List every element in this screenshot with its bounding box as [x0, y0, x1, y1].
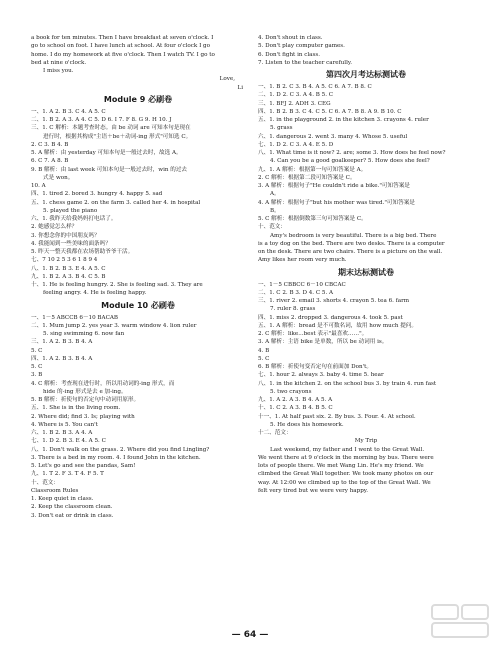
left-answer-line: 5. C	[31, 347, 43, 354]
right-answer-line: 七、1. hour 2. always 3. baby 4. time 5. hear	[258, 372, 384, 379]
right-answer-line: 2. C 解析：根据第二段可知答案是 C。	[258, 174, 356, 181]
left-answer-line: 五、1. She is in the living room.	[31, 405, 121, 412]
left-answer-line: 十、1. He is feeling hungry. 2. She is feeling sad. 3. They are	[31, 282, 203, 288]
right-answer-line: 4. Can you be a good goalkeeper? 5. How does she feel?	[270, 158, 430, 165]
right-answer-line: 5. two crayons	[270, 388, 312, 395]
left-answer-line: 5. B 解析：祈使句的否定句中动词用原形。	[31, 397, 140, 403]
left-answer-line: 五、1. chess game 2. on the farm 3. called her 4. in hospital	[31, 199, 201, 206]
right-answer-line: 4. B	[258, 347, 270, 354]
right-answer-line: 五、1. A 解析：bread 是不可数名词，故用 how much 提问。	[258, 322, 418, 329]
right-answer-line: 7. ruler 8. grass	[270, 306, 316, 313]
left-section-heading: Module 9 必刷卷	[103, 94, 173, 104]
right-answer-line: Last weekend, my father and I went to the Great Wall.	[270, 446, 425, 453]
right-answer-line: 三、1. river 2. email 3. shorts 4. crayon 5. tea 6. farm	[258, 298, 410, 304]
right-answer-line: 2. C 解析：like...best 表示"最喜欢……"。	[258, 331, 368, 337]
left-answer-line: 八、1. B 2. B 3. E 4. A 5. C	[31, 265, 106, 272]
left-answer-line: a book for ten minutes. Then I have breakfast at seven o'clock. I	[31, 35, 214, 41]
right-answer-line: 八、1. What time is it now? 2. are; some 3. How does he feel now?	[258, 150, 446, 156]
left-answer-line: 七、7 10 2 5 3 6 1 8 9 4	[31, 257, 98, 264]
right-answer-line: 7. Listen to the teacher carefully.	[258, 59, 353, 66]
letter-signature: Li	[237, 84, 243, 91]
right-answer-line: climbed the Great Wall together. We took many photos on our	[258, 471, 434, 478]
left-answer-line: Classroom Rules	[31, 487, 79, 494]
right-answer-line: 五、1. in the playground 2. in the kitchen 3. crayons 4. ruler	[258, 117, 429, 123]
left-answer-line: 3. Don't eat or drink in class.	[31, 512, 114, 519]
right-answer-line: 5. C 解析：根据倒数第三句可知答案是 C。	[258, 216, 367, 222]
left-answer-line: 十、范文：	[31, 479, 59, 486]
right-answer-line: 八、1. in the kitchen 2. on the school bus 3. by train 4. run fast	[258, 380, 437, 387]
right-answer-line: 十、1. C 2. A 3. B 4. B 5. C	[258, 405, 333, 412]
right-answer-line: 5. Don't play computer games.	[258, 43, 345, 50]
right-answer-line: on the desk. There are two chairs. There is a picture on the wall.	[258, 249, 443, 255]
left-answer-line: 四、1. tired 2. bored 3. hungry 4. happy 5. sad	[31, 191, 163, 198]
right-column	[258, 34, 474, 495]
left-answer-line: 5. C	[31, 364, 43, 370]
left-answer-line: 5. Let's go and see the pandas, Sam!	[31, 463, 136, 469]
right-answer-line: 四、1. B 2. B 3. C 4. C 5. C 6. A 7. B 8. A 9. B 10. C	[258, 108, 402, 115]
right-answer-line: 二、1. C 2. B 3. D 4. C 5. A	[258, 289, 334, 296]
watermark-logo-icon	[430, 601, 492, 641]
right-essay-title: My Trip	[354, 438, 378, 445]
right-answer-line: 九、1. A 2. A 3. B 4. A 5. A	[258, 397, 333, 403]
right-answer-line: We went there at 9 o'clock in the morning by bus. There were	[258, 454, 434, 461]
right-answer-line: 三、1. BFJ 2. ADH 3. CEG	[258, 100, 331, 107]
left-answer-line: bed at nine o'clock.	[31, 59, 87, 66]
left-answer-line: 六、1. B 2. B 3. A 4. A	[31, 430, 93, 436]
left-answer-line: I miss you.	[43, 68, 74, 74]
right-answer-line: 七、1. D 2. C 3. A 4. E 5. D	[258, 141, 334, 148]
right-section-heading: 第四次月考达标测试卷	[326, 70, 406, 79]
right-answer-line: 6. Don't fight in class.	[258, 51, 321, 58]
left-answer-line: feeling angry. 4. He is feeling happy.	[43, 290, 147, 297]
right-answer-line: 4. Don't shout in class.	[258, 35, 323, 41]
left-answer-line: 九、1. B 2. A 3. B 4. C 5. B	[31, 273, 106, 280]
left-answer-line: 6. C 7. A 8. B	[31, 158, 69, 165]
left-section-heading: Module 10 必刷卷	[101, 300, 175, 310]
right-answer-line: 5. He does his homework.	[270, 421, 344, 428]
left-answer-line: 2. 她感觉怎么样？	[31, 224, 78, 231]
left-answer-line: 一、1－5 ABCCB 6－10 BACAB	[31, 314, 119, 321]
right-answer-line: A。	[270, 191, 280, 198]
right-answer-line: Amy likes her room very much.	[258, 257, 347, 264]
right-answer-line: 5. C	[258, 355, 270, 362]
right-answer-line: felt very tired but we were very happy.	[258, 487, 368, 494]
right-answer-line: 四、1. miss 2. dropped 3. dangerous 4. took 5. past	[258, 314, 403, 321]
right-answer-line: is a toy dog on the bed. There are two desks. There is a computer	[258, 240, 445, 247]
left-answer-line: 4. 我能闻到一些美味的面条吗？	[31, 240, 111, 247]
right-answer-line: B。	[270, 207, 280, 214]
page-number: — 64 —	[231, 630, 269, 640]
left-answer-line: 2. Where did; find 3. Is; playing with	[31, 413, 135, 420]
left-answer-line: 四、1. A 2. B 3. B 4. A	[31, 355, 93, 362]
left-answer-line: 5. 昨天一整天我都在农场帮助爷爷干活。	[31, 249, 134, 255]
right-answer-line: 6. B 解析：祈使句变否定句在前面加 Don't。	[258, 364, 372, 370]
right-answer-line: 二、1. D 2. C 3. A 4. B 5. C	[258, 92, 334, 99]
right-answer-line: way. At 12:00 we climbed up to the top of the Great Wall. We	[258, 479, 431, 486]
left-answer-line: go to school on foot. I have lunch at school. At four o'clock I go	[31, 43, 211, 50]
left-answer-line: 3. 你想念你的中国朋友吗？	[31, 232, 100, 239]
left-answer-line: 3. B	[31, 372, 43, 379]
right-answer-line: lots of people there. We met Wang Lin. He's my friend. We	[258, 463, 424, 469]
left-answer-line: 10. A	[31, 183, 46, 189]
right-section-heading: 期末达标测试卷	[338, 267, 394, 277]
right-answer-line: 3. A 解析：根据句子"He couldn't ride a bike."可知答案是	[258, 183, 410, 189]
right-answer-line: 4. A 解析：根据句子"but his mother was tired."可知答案是	[258, 199, 415, 206]
left-answer-line: 二、1. B 2. A 3. A 4. C 5. D 6. I 7. F 8. G 9. H 10. J	[31, 117, 172, 123]
left-answer-line: 一、1. A 2. B 3. C 4. A 5. C	[31, 108, 106, 115]
left-answer-line: 八、1. Don't walk on the grass. 2. Where did you find Lingling?	[31, 446, 210, 453]
left-answer-line: 5. played the piano	[43, 207, 98, 214]
right-answer-line: 十一、1. At half past six. 2. By bus. 3. Four. 4. At school.	[258, 413, 416, 420]
left-answer-line: 七、1. D 2. B 3. E 4. A 5. C	[31, 438, 106, 445]
left-answer-line: 式是 won。	[43, 174, 74, 181]
letter-closing: Love,	[219, 76, 235, 83]
left-answer-line: 三、1. C 解析：本题考查时态。由 be 动词 are 可知本句是现在	[31, 125, 191, 132]
right-answer-line: 十二、范文：	[258, 430, 292, 436]
left-answer-line: home. I do my homework at five o'clock. Then I watch TV. I go to	[31, 51, 215, 58]
right-answer-line: Amy's bedroom is very beautiful. There is a big bed. There	[270, 232, 437, 239]
left-answer-line: 二、1. Mum jump 2. yes year 3. warm window 4. lion ruler	[31, 322, 197, 329]
left-answer-line: 9. B 解析：由 last week 可知本句是一般过去时，win 的过去	[31, 166, 188, 173]
left-column	[31, 34, 245, 520]
right-answer-line: 九、1. A 解析：根据第一句可知答案是 A。	[258, 166, 367, 173]
left-answer-line: 2. C 3. B 4. B	[31, 141, 69, 148]
right-answer-line: 十、范文：	[258, 224, 286, 231]
left-answer-line: hide 的-ing 形式是去 e 加-ing。	[43, 388, 127, 395]
left-answer-line: 5. sing swimming 6. now fan	[43, 331, 125, 337]
left-answer-line: 2. Keep the classroom clean.	[31, 504, 113, 511]
left-answer-line: 5. A 解析：由 yesterday 可知本句是一般过去时，故选 A。	[31, 150, 182, 156]
right-answer-line: 3. A 解析：主语 bike 是单数，所以 be 动词用 is。	[258, 339, 388, 346]
right-answer-line: 一、1. B 2. C 3. B 4. A 5. C 6. A 7. B 8. C	[258, 84, 372, 90]
right-answer-line: 一、1－5 CBBCC 6－10 CBCAC	[258, 281, 346, 288]
left-answer-line: 九、1. T 2. F 3. T 4. F 5. T	[31, 471, 104, 478]
left-answer-line: 4. C 解析：考查现在进行时，所以用动词的-ing 形式，而	[31, 380, 175, 387]
left-answer-line: 进行时，根据其构成"主语＋be＋动词-ing 形式"可知选 C。	[43, 133, 192, 140]
left-answer-line: 4. Where is 5. You can't	[31, 421, 98, 428]
left-answer-line: 六、1. 我昨天给我妈妈打电话了。	[31, 216, 117, 222]
right-answer-line: 六、1. dangerous 2. went 3. many 4. Whose 5. useful	[258, 133, 408, 140]
left-answer-line: 3. There is a bed in my room. 4. I found John in the kitchen.	[31, 454, 201, 461]
left-answer-line: 1. Keep quiet in class.	[31, 496, 94, 502]
right-answer-line: 5. grass	[270, 125, 293, 132]
left-answer-line: 三、1. A 2. B 3. B 4. A	[31, 339, 93, 346]
